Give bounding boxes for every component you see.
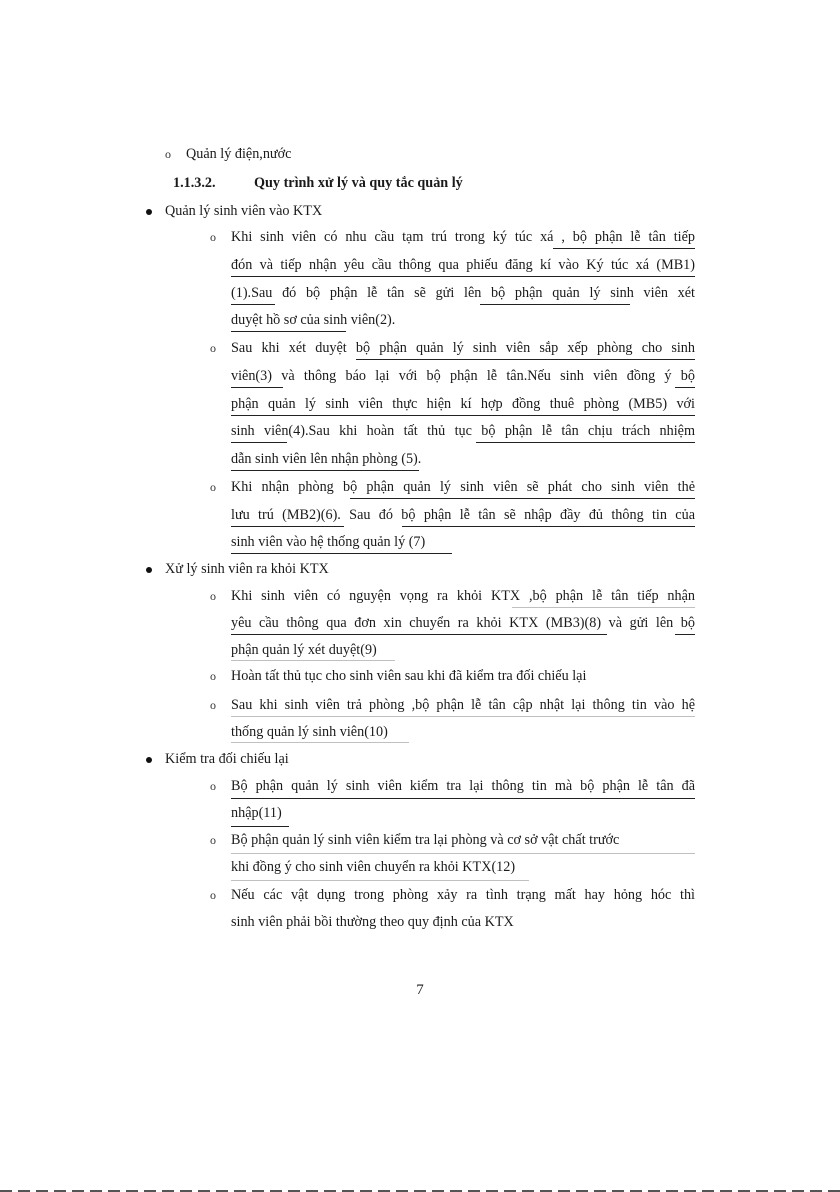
bullet-item-cross-check: Kiểm tra đối chiếu lại bbox=[165, 751, 289, 767]
paragraph-line: phận quản lý sinh viên thực hiện kí hợp đồng thuê phòng (MB5) với bbox=[231, 396, 695, 412]
bullet-item-student-out: Xử lý sinh viên ra khỏi KTX bbox=[165, 561, 329, 577]
underline bbox=[231, 470, 419, 471]
underline bbox=[231, 798, 695, 799]
paragraph-line: lưu trú (MB2)(6). Sau đó bộ phận lễ tân sẽ nhập đầy đủ thông tin của bbox=[231, 507, 695, 523]
underline bbox=[231, 880, 529, 881]
circle-bullet-icon: o bbox=[210, 230, 216, 244]
sub-item-electric-water: Quản lý điện,nước bbox=[186, 146, 292, 162]
paragraph-line: Khi sinh viên có nhu cầu tạm trú trong ký túc xá , bộ phận lễ tân tiếp bbox=[231, 229, 695, 245]
underline bbox=[480, 304, 630, 305]
underline bbox=[231, 742, 409, 743]
paragraph-line: đón và tiếp nhận yêu cầu thông qua phiếu đăng kí vào Ký túc xá (MB1) bbox=[231, 257, 695, 273]
underline bbox=[231, 526, 344, 527]
section-heading: Quy trình xử lý và quy tắc quản lý bbox=[254, 175, 463, 191]
underline bbox=[231, 331, 346, 332]
underline bbox=[231, 660, 395, 661]
paragraph-line: thống quản lý sinh viên(10) bbox=[231, 724, 388, 740]
underline bbox=[231, 442, 287, 443]
circle-bullet-icon: o bbox=[210, 341, 216, 355]
paragraph-line: (1).Sau đó bộ phận lễ tân sẽ gửi lên bộ phận quản lý sinh viên xét bbox=[231, 285, 695, 301]
underline bbox=[402, 526, 695, 527]
paragraph-line: sinh viên phải bồi thường theo quy định của KTX bbox=[231, 914, 514, 930]
paragraph-line: Khi nhận phòng bộ phận quản lý sinh viên sẽ phát cho sinh viên thẻ bbox=[231, 479, 695, 495]
underline bbox=[675, 634, 695, 635]
circle-bullet-icon: o bbox=[210, 888, 216, 902]
underline bbox=[675, 387, 695, 388]
underline bbox=[350, 498, 695, 499]
underline bbox=[231, 276, 695, 277]
paragraph-line: Hoàn tất thủ tục cho sinh viên sau khi đã kiểm tra đối chiếu lại bbox=[231, 668, 587, 684]
paragraph-line: Bộ phận quản lý sinh viên kiểm tra lại phòng và cơ sở vật chất trước bbox=[231, 832, 620, 848]
circle-bullet-icon: o bbox=[210, 779, 216, 793]
underline bbox=[512, 607, 695, 608]
underline bbox=[231, 415, 695, 416]
underline bbox=[231, 387, 283, 388]
bullet-icon bbox=[146, 567, 152, 573]
paragraph-line: dẫn sinh viên lên nhận phòng (5). bbox=[231, 451, 422, 467]
underline bbox=[553, 248, 695, 249]
underline bbox=[231, 304, 275, 305]
paragraph-line: duyệt hồ sơ của sinh viên(2). bbox=[231, 312, 396, 328]
paragraph-line: nhập(11) bbox=[231, 805, 282, 821]
paragraph-line: Sau khi sinh viên trả phòng ,bộ phận lễ tân cập nhật lại thông tin vào hệ bbox=[231, 697, 695, 713]
bullet-icon bbox=[146, 757, 152, 763]
underline bbox=[231, 853, 695, 854]
paragraph-line: yêu cầu thông qua đơn xin chuyển ra khỏi KTX (MB3)(8) và gửi lên bộ bbox=[231, 615, 695, 631]
circle-bullet-icon: o bbox=[210, 480, 216, 494]
circle-bullet-icon: o bbox=[210, 698, 216, 712]
circle-bullet-icon: o bbox=[210, 833, 216, 847]
page-number: 7 bbox=[416, 982, 424, 998]
paragraph-line: phận quản lý xét duyệt(9) bbox=[231, 642, 377, 658]
underline bbox=[231, 634, 607, 635]
underline bbox=[231, 826, 289, 827]
paragraph-line: Sau khi xét duyệt bộ phận quản lý sinh viên sắp xếp phòng cho sinh bbox=[231, 340, 695, 356]
underline bbox=[231, 716, 695, 717]
bullet-item-student-in: Quản lý sinh viên vào KTX bbox=[165, 203, 323, 219]
paragraph-line: viên(3) và thông báo lại với bộ phận lễ tân.Nếu sinh viên đồng ý bộ bbox=[231, 368, 695, 384]
underline bbox=[476, 442, 695, 443]
paragraph-line: sinh viên(4).Sau khi hoàn tất thủ tục bộ phận lễ tân chịu trách nhiệm bbox=[231, 423, 695, 439]
circle-bullet-icon: o bbox=[210, 589, 216, 603]
bullet-icon bbox=[146, 209, 152, 215]
paragraph-line: Nếu các vật dụng trong phòng xảy ra tình trạng mất hay hỏng hóc thì bbox=[231, 887, 695, 903]
section-number: 1.1.3.2. bbox=[173, 175, 216, 191]
paragraph-line: khi đồng ý cho sinh viên chuyển ra khỏi KTX(12) bbox=[231, 859, 516, 875]
underline bbox=[356, 359, 695, 360]
paragraph-line: sinh viên vào hệ thống quản lý (7) bbox=[231, 534, 426, 550]
underline bbox=[231, 553, 452, 554]
paragraph-line: Khi sinh viên có nguyện vọng ra khỏi KTX ,bộ phận lễ tân tiếp nhận bbox=[231, 588, 695, 604]
circle-bullet-icon: o bbox=[210, 669, 216, 683]
paragraph-line: Bộ phận quản lý sinh viên kiểm tra lại thông tin mà bộ phận lễ tân đã bbox=[231, 778, 695, 794]
circle-bullet-icon: o bbox=[165, 147, 171, 161]
